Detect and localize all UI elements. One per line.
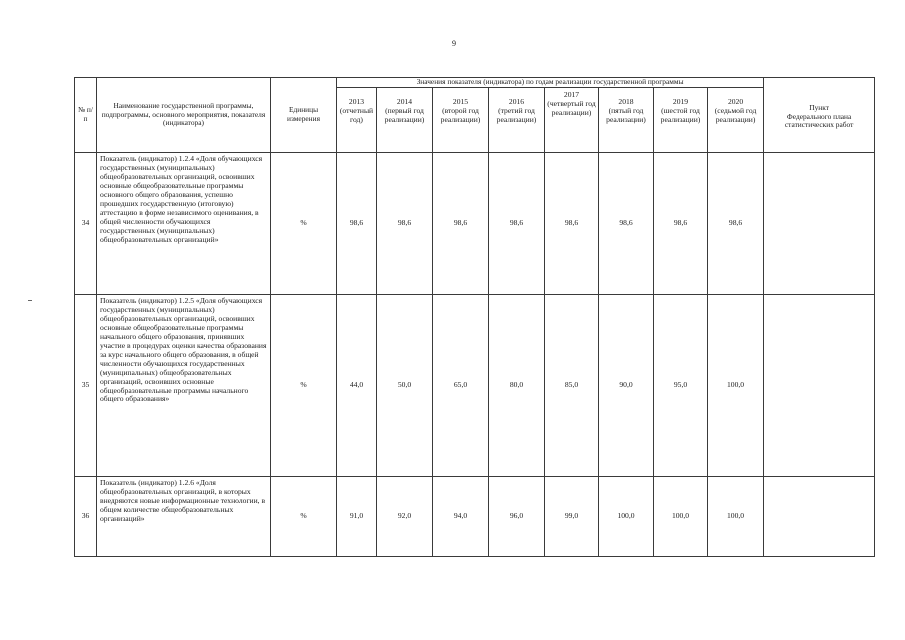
year-number: 2018 bbox=[618, 97, 634, 106]
header-year bbox=[599, 88, 654, 153]
unit-cell: % bbox=[271, 295, 337, 477]
table-row bbox=[75, 153, 875, 295]
value-cell: 95,0 bbox=[654, 295, 708, 477]
plan-cell bbox=[764, 295, 875, 477]
value-cell: 96,0 bbox=[489, 477, 545, 557]
header-year bbox=[377, 88, 433, 153]
row-number: 34 bbox=[75, 153, 97, 295]
year-number: 2017 bbox=[563, 90, 580, 99]
header-year bbox=[708, 88, 764, 153]
year-label: (второй год реализации) bbox=[440, 105, 481, 124]
indicator-name: Показатель (индикатор) 1.2.6 «Доля общеобразовательных организаций, в которых внедряются новые информационные технологии, в общем количестве общеобразовательных организаций» bbox=[97, 477, 271, 557]
value-cell: 65,0 bbox=[433, 295, 489, 477]
value-cell: 100,0 bbox=[708, 295, 764, 477]
page-number: 9 bbox=[452, 39, 456, 48]
year-label: (четвертый год реализации) bbox=[547, 98, 596, 117]
year-label: (пятый год реализации) bbox=[606, 105, 646, 124]
year-label: (третий год реализации) bbox=[496, 105, 537, 124]
value-cell: 90,0 bbox=[599, 295, 654, 477]
unit-cell: % bbox=[271, 477, 337, 557]
header-plan-title: Пункт bbox=[809, 102, 829, 112]
margin-mark bbox=[28, 300, 32, 301]
value-cell: 98,6 bbox=[489, 153, 545, 295]
year-number: 2014 bbox=[396, 97, 413, 106]
value-cell: 85,0 bbox=[545, 295, 599, 477]
value-cell: 91,0 bbox=[337, 477, 377, 557]
year-number: 2015 bbox=[452, 97, 469, 106]
header-year bbox=[433, 88, 489, 153]
table-row bbox=[75, 477, 875, 557]
value-cell: 98,6 bbox=[654, 153, 708, 295]
year-number: 2016 bbox=[508, 97, 525, 106]
year-number: 2020 bbox=[727, 97, 744, 106]
value-cell: 98,6 bbox=[599, 153, 654, 295]
value-cell: 98,6 bbox=[545, 153, 599, 295]
header-year bbox=[489, 88, 545, 153]
value-cell: 44,0 bbox=[337, 295, 377, 477]
value-cell: 100,0 bbox=[708, 477, 764, 557]
value-cell: 98,6 bbox=[377, 153, 433, 295]
year-label: (шестой год реализации) bbox=[660, 105, 701, 124]
value-cell: 100,0 bbox=[599, 477, 654, 557]
year-number: 2013 bbox=[348, 97, 365, 106]
header-values-group: Значения показателя (индикатора) по годам реализации государственной программы bbox=[337, 78, 764, 88]
header-unit: Единицы измерения bbox=[271, 78, 337, 153]
value-cell: 98,6 bbox=[337, 153, 377, 295]
header-year bbox=[654, 88, 708, 153]
year-label: (седьмой год реализации) bbox=[714, 105, 757, 124]
value-cell: 99,0 bbox=[545, 477, 599, 557]
year-number: 2019 bbox=[672, 97, 689, 106]
unit-cell: % bbox=[271, 153, 337, 295]
header-num: № п/п bbox=[75, 78, 97, 153]
value-cell: 98,6 bbox=[708, 153, 764, 295]
table-row bbox=[75, 295, 875, 477]
plan-cell bbox=[764, 477, 875, 557]
indicator-table bbox=[74, 77, 875, 557]
header-year bbox=[337, 88, 377, 153]
indicator-name: Показатель (индикатор) 1.2.4 «Доля обучающихся государственных (муниципальных) общеобразовательных организаций, освоивших основные общеобразовательные программы основного общего образования, успешно прошедших государственную (итоговую) аттестацию в форме независимого оценивания, в общей численности обучающихся государственных (муниципальных) общеобразовательных организаций» bbox=[97, 153, 271, 295]
value-cell: 94,0 bbox=[433, 477, 489, 557]
plan-cell bbox=[764, 153, 875, 295]
header-plan bbox=[764, 78, 875, 153]
row-number: 35 bbox=[75, 295, 97, 477]
header-row-top bbox=[75, 78, 875, 88]
row-number: 36 bbox=[75, 477, 97, 557]
value-cell: 98,6 bbox=[433, 153, 489, 295]
header-year bbox=[545, 88, 599, 153]
value-cell: 50,0 bbox=[377, 295, 433, 477]
header-plan-text: Федерального плана статистических работ bbox=[784, 111, 854, 130]
value-cell: 100,0 bbox=[654, 477, 708, 557]
value-cell: 80,0 bbox=[489, 295, 545, 477]
year-label: (отчетный год) bbox=[339, 105, 374, 124]
indicator-name: Показатель (индикатор) 1.2.5 «Доля обучающихся государственных (муниципальных) общеобразовательных организаций, освоивших основные общеобразовательные программы начального общего образования, принявших участие в процедурах оценки качества образования за курс начального общего образования, в общей численности обучающихся государственных (муниципальных) общеобразовательных организаций, освоивших основные общеобразовательные программы начального общего образования» bbox=[97, 295, 271, 477]
value-cell: 92,0 bbox=[377, 477, 433, 557]
header-name: Наименование государственной программы, подпрограммы, основного мероприятия, показателя (индикатора) bbox=[97, 78, 271, 153]
year-label: (первый год реализации) bbox=[384, 105, 425, 124]
